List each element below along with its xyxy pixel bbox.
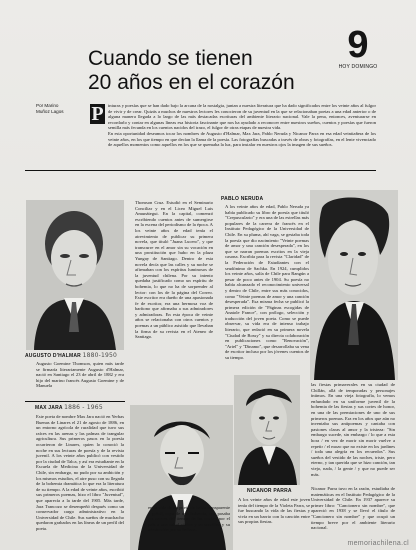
page-title <box>88 47 323 95</box>
parra-column-continued: Nicanor Parra tuvo en la razón, estudiaba de matemáticas en el Instituto Pedagógico de la Universidad de Chile. En 1937 aparece su primer libro: "Cancionero sin nombre", que apareció en 1938 y se llevó el título de "Cancionero sin nombre" y que ocupó un tiempo breve por el ambiente literario nacional. <box>311 486 395 531</box>
title-line-2: 20 años en el corazón <box>88 71 295 94</box>
byline-author: Muñoz Lagos <box>36 109 64 114</box>
page-number: 9 <box>347 24 369 66</box>
neruda-column: A los veinte años de edad, Pablo Neruda ya había publicado su libro de poesía que tituló "Crepusculario" y era una de las estrellas más populares de la carrera de francés en el Instituto Pedagógico de la Universidad de Chile. En su pluma, ahí vaga, se gestaba toda la poesía que dio nacimiento "Veinte poemas de amor y una canción desesperada", en los que se narran poemas escritos en la vieja casona. Escribía para la revista "Claridad" de la Federación de Estudiantes con el seudónimo de Sachka. En 1924, cumplidos los veinte años, salía de Chile para Rangún a pesar de poco antes de 1904. Su poesía no había alcanzado el reconocimiento universal y dentro de Chile, entre sus más conocidos, como "Veinte poemas de amor y una canción desesperada". Esa misma fecha se publicó la primera edición de "Páginas escogidas de Anatole France", con prólogo, selección y traducción del joven poeta. Como se puede observar, su vida era de intenso trabajo literario, que redactó en su primera novela "Ciudad de Bossy" y su directa colaboración en publicaciones como "Renovación", "Ariel" y "Dinamo", que desarrollaba su vena de escritor incluso por los jóvenes cuentos de su tiempo. <box>225 204 309 361</box>
parra-caption: NICANOR PARRA <box>247 488 292 494</box>
memoriachilena-watermark: memoriachilena.cl <box>347 540 409 547</box>
jara-column: Este poeta de nombre Max Jara nació en Yerbas Buenas de Linares el 21 de agosto de 1886, en un entorno agrícola de ruralidad que tuvo sus raíces en las arenas y las palmas de trangular agricultura. Sus primeros pasos en la poesía ocurrieron de Linares, quien lo conoció la noche en sus lecturas de poesía y de la revista juvenil. A los veinte años publicó con vestido por la ciudad de Talca, y así era estudiante en la Escuela de Medicina de la Universidad de Chile, sin embargo, no pudo por su ambición y los mismos estudios, el aire puso con su llegada de la bohemia dramática lo que era la literatura de su tiempo. A la edad de veinte años, escribió sus primeros poemas, hizo el libro "Juventud", que aparecía a la tarde del 1905. Más tarde, Jara Trancozo se desempeñó después como un conservador cargo administrativo en la Universidad de Chile. Sus sueños de muchacho quedaron grabados en las líneas de un perfil del poeta. <box>36 414 124 531</box>
byline <box>36 103 84 115</box>
mid-rule-left <box>25 401 125 402</box>
nicanor-parra-photo <box>234 375 300 485</box>
jara-continued-column: en la vida de un poeta de habla transparente y grácil, cuya de una bohemia, que pasaba los cauces del tiempo de las noches por el país a una salud cónica y su sencillez y su admiración por su belleza. <box>148 505 230 533</box>
dhalmar-column: Augusto Goemine Thomson, quien más tarde se firmaría literariamente Augusto d'Halmar, nació en Santiago el 23 de abril de 1882 y era hijo del marino francés Augusto Goemine y de Manuela <box>36 361 124 389</box>
augusto-dhalmar-photo <box>26 200 124 350</box>
parra-column: las fiestas primaverales en su ciudad de Chillán, allá de temporadas y personajes íntimos. En una vieja fotografía, lo vemos enfundado en su uniforme juvenil de la bohemia de las fiestas y sus cortes de honor, en una de las premiaciones de uno de sus primeros poemas. Era en los años que aún no inventaba sus antipoemas y cantaba con pasiones claras al amor y la tristeza: "Sin embargo sucede, sin embargo / lo que a esta hora / en vez de morir sin morir vuelve a repetir / el mozo que no existe en los jardines / toda una alegría en los recuerdos". Sus sueños del vestido de las noches, triste, pero eterno, y tan querida que se hizo canción, tan viejo, nada, / la gente / y que no puede ser más. <box>311 382 395 477</box>
dhalmar-caption: AUGUSTO D'HALMAR 1880-1950 <box>25 352 118 359</box>
byline-prefix: Por Marino <box>36 103 59 108</box>
thomson-column: Thomson Cruz. Estudió en el Seminario Conciliar y en el Liceo Miguel Luis Amunátegui. En la capital, comenzó escribiendo cuentos antes de sumergirse en la escena del periodismo de la época. A los veinte años de edad tenía el atrevimiento de publicar su primera novela, que tituló "Juana Lucero", y que transcurre en el amor sin su vocación en una prostitución que hubo en la plaza Yungay de Santiago. Dentro de esta novela decía que las calles y su noche se afirmaban con los espíritus luminosos de la juventud chilena. Por su intento quedaba justificado como un espíritu de bohemia, lo que no ha de sorprender al lector: con los de la página del Correo. Este escritor era dueño de una apasionada fe de escritor, era una hermosa voz de barítono que afirmaba a sus admiradores y admiradoras. En esta época de veinte años se relacionaba con otros cuentos y poemas a un público asistido que llevaban la firma de su revista en el Ateneo de Santiago. <box>135 200 213 340</box>
parra-age-column: A los veinte años de edad este joven tenía del tiempo de la Violeta Parra, se fue buscando la vida de las fiestas y vivía en un barrio con la canción entre sus propias fiestas. <box>238 497 310 525</box>
drop-cap: P <box>91 103 104 125</box>
pablo-neruda-photo <box>310 190 398 380</box>
title-line-1: Cuando se tienen <box>88 47 253 70</box>
jara-handwritten-note: 1886 - 1965 <box>64 404 103 411</box>
intro-text <box>108 103 376 161</box>
jara-caption: MAX JARA 1886 - 1965 <box>35 404 103 411</box>
dhalmar-handwritten-note: 1880-1950 <box>82 352 118 359</box>
neruda-caption: PABLO NERUDA <box>221 196 264 202</box>
intro-paragraph-2: En esta oportunidad deseamos tocar los nombres de Augusto d'Halmar, Max Jara, Pablo Neruda y Nicanor Parra en esa edad veintiañera de los veinte años, en los que tiempo en que decían la llama de la poesía. Las fotografías buscadas a través de obras y fotografías, en el lente vivenciado de aquellos momentos como aquellos en los que se quemaba la luz, para instalar en nuestros ojos la imagen de sus sueños. <box>108 130 376 148</box>
top-rule <box>25 170 376 171</box>
section-name: HOY DOMINGO <box>338 64 378 70</box>
intro-paragraph-1: inturas y poesías que se han dado bajo la arcana de la nostalgia, juntan a nuestra literatura que ha dado significados entre los veinte años al fulgor de vivir y de crear. Quizás a muchos de nuestros lectores les conocieron de su juventud en la que se relacionaban poetas a una edad anterior o de alguna manera llegada a lo largo de las más destacadas escrituras del ambiente literario nacional. Vale la pena, entonces, aventurarse en recordarlo y contar en algunas líneas esa historia fascinante que nos ha ayudado a reconocer entre nuestros sueños, cuentos y poesías que fueron semilla más fecunda en los cuentos nacidos del trazo, el fulgor de otras etapas de nuestra vida. <box>108 103 376 131</box>
